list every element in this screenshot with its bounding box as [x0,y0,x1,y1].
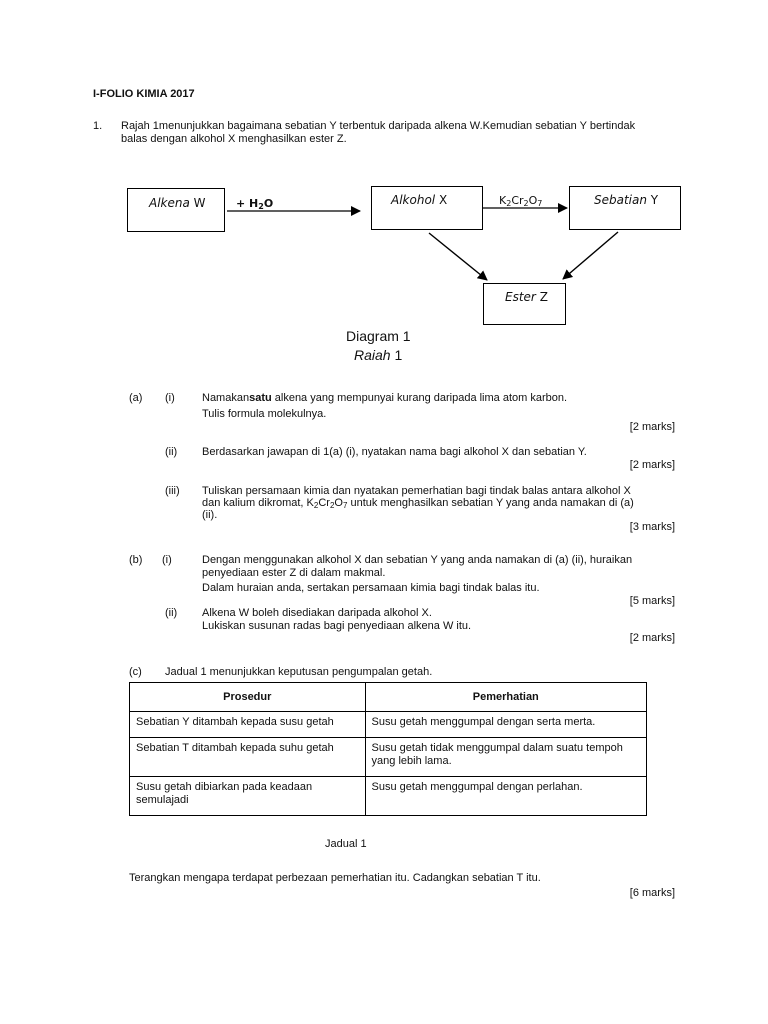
part-a-i-text: Namakansatu alkena yang mempunyai kurang daripada lima atom karbon. [202,392,568,404]
reagent-k2cr2o7: $K_2Cr_2O_7$ [499,194,543,208]
question-line-2: balas dengan alkohol X menghasilkan ester Z. [121,133,347,145]
table-header-row [130,683,647,712]
table-cell: Susu getah menggumpal dengan perlahan. [365,777,646,816]
part-b-i-marks: [5 marks] [629,595,675,607]
jadual-1-table [129,682,647,816]
box-alkena-w [127,188,225,232]
page-header: I-FOLIO KIMIA 2017 [93,88,195,100]
part-a-iii-line-2: dan kalium dikromat, $K_2Cr_2O_7$ untuk menghasilkan sebatian Y yang anda namakan di (a) [202,497,634,510]
arrow-x-to-z [429,233,487,280]
table-cell: Sebatian T ditambah kepada suhu getah [130,738,366,777]
part-a-iii-marks: [3 marks] [629,521,675,533]
part-b-ii-label: (ii) [165,607,178,619]
part-a-i-text-2: Tulis formula molekulnya. [202,408,327,420]
diagram-caption-my: Raiah 1 [354,347,403,363]
part-a-ii-text: Berdasarkan jawapan di 1(a) (i), nyatakan nama bagi alkohol X dan sebatian Y. [202,446,587,458]
diagram-caption-en: Diagram 1 [346,328,411,344]
diagram-arrows [0,0,768,340]
table-cell: Susu getah tidak menggumpal dalam suatu tempoh yang lebih lama. [365,738,646,777]
table-cell: Susu getah dibiarkan pada keadaan semulajadi [130,777,366,816]
part-b-i-line-1: Dengan menggunakan alkohol X dan sebatian Y yang anda namakan di (a) (ii), huraikan [202,554,633,566]
part-c-text: Jadual 1 menunjukkan keputusan pengumpalan getah. [165,666,433,678]
part-c-label: (c) [129,666,142,678]
part-a-ii-marks: [2 marks] [629,459,675,471]
part-a-i-marks: [2 marks] [629,421,675,433]
part-a-iii-line-1: Tuliskan persamaan kimia dan nyatakan pemerhatian bagi tindak balas antara alkohol X [202,485,631,497]
label-ester-z: Ester Z [505,290,548,304]
part-a-i-label: (i) [165,392,175,404]
table-row [130,712,647,738]
label-sebatian-y: Sebatian Y [594,193,659,207]
part-b-i-label: (i) [162,554,172,566]
arrow-y-to-z [563,232,618,279]
label-alkena-w: Alkena W [149,196,206,210]
table-header-prosedur: Prosedur [130,683,366,712]
table-row [130,738,647,777]
label-alkohol-x: Alkohol X [391,193,448,207]
part-a-iii-line-3: (ii). [202,509,218,521]
part-b-i-line-3: Dalam huraian anda, sertakan persamaan kimia bagi tindak balas itu. [202,582,540,594]
part-b-i-line-2: penyediaan ester Z di dalam makmal. [202,567,386,579]
part-a-iii-label: (iii) [165,485,180,497]
part-b-ii-line-2: Lukiskan susunan radas bagi penyediaan alkena W itu. [202,620,472,632]
part-a-ii-label: (ii) [165,446,178,458]
part-b-ii-marks: [2 marks] [629,632,675,644]
reagent-water: + $H_2O$ [236,197,274,211]
part-b-ii-line-1: Alkena W boleh disediakan daripada alkohol X. [202,607,432,619]
question-number: 1. [93,120,103,132]
part-b-label: (b) [129,554,143,566]
table-cell: Sebatian Y ditambah kepada susu getah [130,712,366,738]
table-row [130,777,647,816]
table-header-pemerhatian: Pemerhatian [365,683,646,712]
table-caption: Jadual 1 [325,838,367,850]
part-a-label: (a) [129,392,143,404]
closing-marks: [6 marks] [629,887,675,899]
table-cell: Susu getah menggumpal dengan serta merta. [365,712,646,738]
question-line-1: Rajah 1menunjukkan bagaimana sebatian Y terbentuk daripada alkena W.Kemudian sebatian Y bertindak [121,120,636,132]
closing-question: Terangkan mengapa terdapat perbezaan pemerhatian itu. Cadangkan sebatian T itu. [129,872,541,884]
